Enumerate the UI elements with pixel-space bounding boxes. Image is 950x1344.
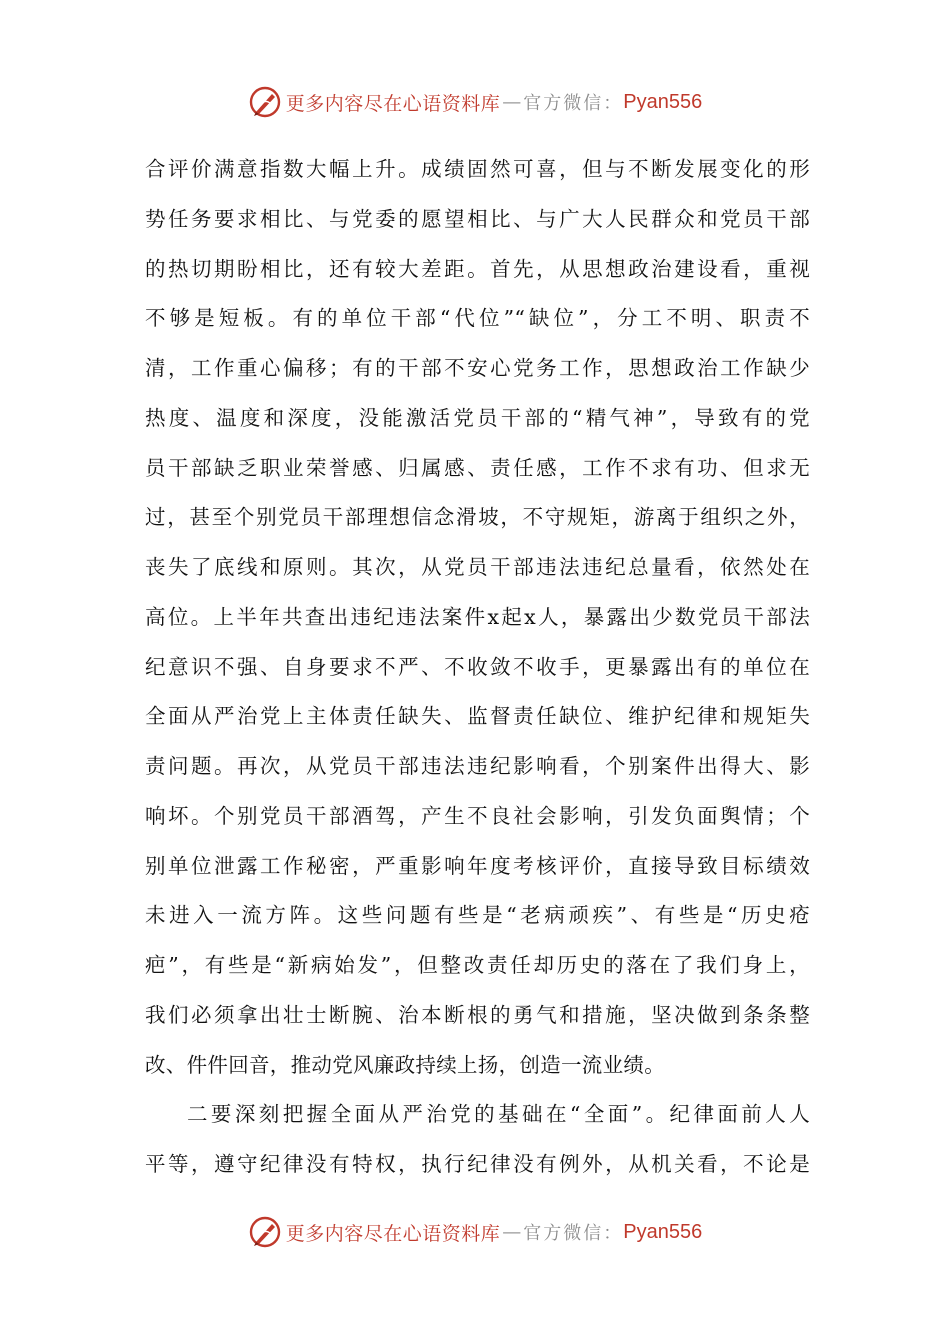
text-line: 不够是短板。有的单位干部“代位”“缺位”，分工不明、职责不 [145,306,810,331]
banner-wechat-label: 官方微信： [523,1223,624,1244]
footer-banner [0,1212,950,1252]
text-line: 合评价满意指数大幅上升。成绩固然可喜，但与不断发展变化的形 [145,157,810,181]
text-line: 过，甚至个别党员干部理想信念滑坡，不守规矩，游离于组织之外， [145,505,810,530]
header-banner [0,82,950,122]
pen-logo-icon [248,1215,282,1249]
banner-wechat-id: Pyan556 [623,90,703,113]
text-line: 纪意识不强、自身要求不严、不收敛不收手，更暴露出有的单位在 [145,654,810,679]
text-line: 的热切期盼相比，还有较大差距。首先，从思想政治建设看，重视 [145,256,810,281]
banner-dash: — [502,91,522,113]
text-line: 势任务要求相比、与党委的愿望相比、与广大人民群众和党员干部 [145,206,810,231]
banner-brand-text: 更多内容尽在心语资料库 [285,1222,501,1245]
text-line: 未进入一流方阵。这些问题有些是“老病顽疾”、有些是“历史疮 [145,903,810,928]
text-line: 全面从严治党上主体责任缺失、监督责任缺位、维护纪律和规矩失 [145,704,810,729]
pen-logo-icon [248,85,282,119]
banner-wechat-label: 官方微信： [523,93,624,114]
text-line: 我们必须拿出壮士断腕、治本断根的勇气和措施，坚决做到条条整 [145,1002,810,1027]
text-line: 清，工作重心偏移；有的干部不安心党务工作，思想政治工作缺少 [145,356,810,380]
paragraph-start-line: 二要深刻把握全面从严治党的基础在“全面”。纪律面前人人 [187,1102,810,1127]
text-line: 高位。上半年共查出违纪违法案件x起x人，暴露出少数党员干部法 [145,604,810,629]
text-line: 责问题。再次，从党员干部违法违纪影响看，个别案件出得大、影 [145,754,810,778]
text-line: 响坏。个别党员干部酒驾，产生不良社会影响，引发负面舆情；个 [145,803,810,828]
text-line: 员干部缺乏职业荣誉感、归属感、责任感，工作不求有功、但求无 [145,455,810,480]
text-line: 疤”，有些是“新病始发”，但整改责任却历史的落在了我们身上， [145,953,810,977]
text-line: 热度、温度和深度，没能激活党员干部的“精气神”，导致有的党 [145,405,810,430]
text-line: 平等，遵守纪律没有特权，执行纪律没有例外，从机关看，不论是 [145,1152,810,1176]
banner-brand-text: 更多内容尽在心语资料库 [285,92,501,115]
text-line: 别单位泄露工作秘密，严重影响年度考核评价，直接导致目标绩效 [145,853,810,878]
banner-wechat-id: Pyan556 [623,1220,703,1243]
document-body [145,145,810,1190]
text-line: 丧失了底线和原则。其次，从党员干部违法违纪总量看，依然处在 [145,555,810,579]
banner-dash: — [502,1221,522,1243]
text-line: 改、件件回音，推动党风廉政持续上扬，创造一流业绩。 [145,1052,665,1077]
